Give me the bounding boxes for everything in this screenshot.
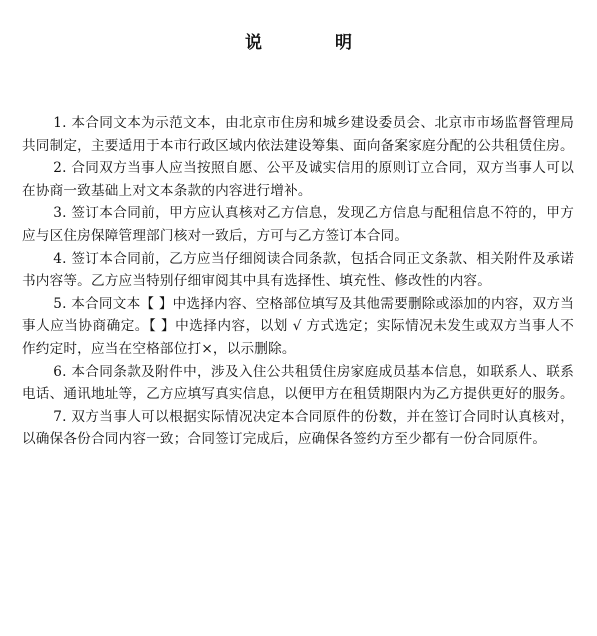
paragraph-2: 2. 合同双方当事人应当按照自愿、公平及诚实信用的原则订立合同，双方当事人可以在协商一致基础上对文本条款的内容进行增补。 xyxy=(22,160,574,199)
paragraph-6: 6. 本合同条款及附件中，涉及入住公共租赁住房家庭成员基本信息，如联系人、联系电话、通讯地址等，乙方应填写真实信息，以便甲方在租赁期限内为乙方提供更好的服务。 xyxy=(22,363,574,403)
paragraph-7: 7. 双方当事人可以根据实际情况决定本合同原件的份数，并在签订合同时认真核对，以确保各份合同内容一致；合同签订完成后，应确保各签约方至少都有一份合同原件。 xyxy=(22,408,574,448)
paragraph-3: 3. 签订本合同前，甲方应认真核对乙方信息，发现乙方信息与配租信息不符的，甲方应与区住房保障管理部门核对一致后，方可与乙方签订本合同。 xyxy=(22,205,574,244)
document-body xyxy=(22,112,574,451)
paragraph-1: 1. 本合同文本为示范文本，由北京市住房和城乡建设委员会、北京市市场监督管理局共同制定，主要适用于本市行政区域内依法建设筹集、面向备案家庭分配的公共租赁住房。 xyxy=(22,115,574,154)
paragraph-4: 4. 签订本合同前，乙方应当仔细阅读合同条款，包括合同正文条款、相关附件及承诺书内容等。乙方应当特别仔细审阅其中具有选择性、填充性、修改性的内容。 xyxy=(22,250,574,290)
document-title: 说 明 xyxy=(245,33,380,53)
paragraph-5: 5. 本合同文本【 】中选择内容、空格部位填写及其他需要删除或添加的内容，双方当事人应当协商确定。【 】中选择内容，以划 √ 方式选定；实际情况未发生或双方当事人不作约定时，应当在空格部位打×，以示删除。 xyxy=(22,295,574,357)
